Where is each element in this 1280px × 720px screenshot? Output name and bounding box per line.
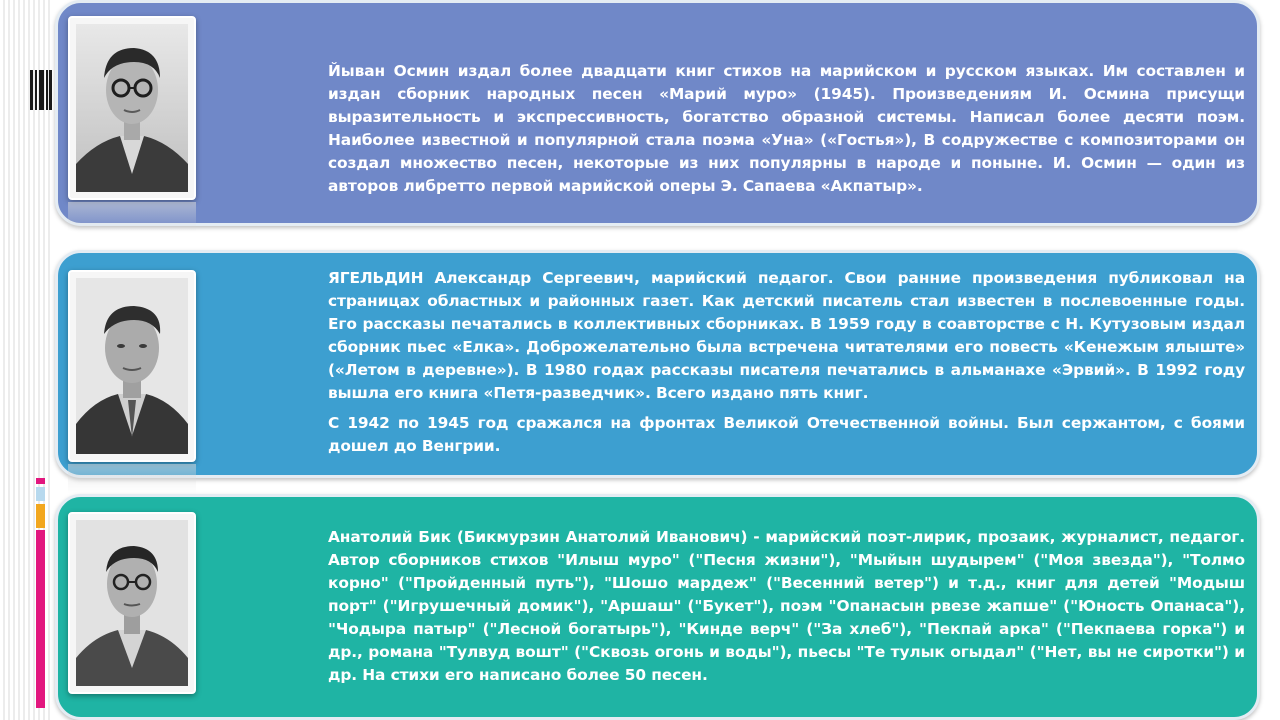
author-photo [68,16,196,200]
author-card-yageldin [55,250,1260,478]
portrait-man-icon [76,278,188,454]
card-paragraph: Анатолий Бик (Бикмурзин Анатолий Иванович) - марийский поэт-лирик, прозаик, журналист, педагог. Автор сборников стихов "Илыш муро" ("Песня жизни"), "Мыйын шудырем" ("Моя звезда"), "Толмо корно" ("Пройденный путь"), "Шошо мардеж" ("Весенний ветер") и т.д., книг для детей "Модыш порт" ("Игрушечный домик"), "Аршаш" ("Букет"), поэм "Опанасын рвезе жапше" ("Юность Опанаса"), "Чодыра патыр" ("Лесной богатырь"), "Кинде верч" ("За хлеб"), "Пекпай арка" ("Пекпаева горка") и др., романа "Тулвуд вошт" ("Сквозь огонь и воды"), пьесы "Те тулык огыдал" ("Нет, вы не сиротки") и др. На стихи его написано более 50 песен. [328,528,1245,684]
portrait-man-glasses-icon [76,24,188,192]
card-paragraph: ЯГЕЛЬДИН Александр Сергеевич, марийский педагог. Свои ранние произведения публиковал на страницах областных и районных газет. Как детский писатель стал известен в послевоенные годы. Его рассказы печатались в коллективных сборниках. В 1959 году в соавторстве с Н. Кутузовым издал сборник пьес «Елка». Доброжелательно была встречена читателями его повесть «Кенежым ялыште» («Летом в деревне»). В 1980 годах рассказы писателя печатались в альманахе «Эрвий». В 1992 году вышла его книга «Петя-разведчик». Всего издано пять книг. [328,269,1245,402]
author-photo [68,512,196,694]
author-card-bik [55,494,1260,720]
barcode-decoration [30,70,52,110]
card-paragraph: С 1942 по 1945 год сражался на фронтах Великой Отечественной войны. Был сержантом, с боями дошел до Венгрии. [328,414,1245,455]
author-photo [68,270,196,462]
accent-orange [36,504,45,528]
photo-reflection [68,464,196,494]
card-text [328,526,1245,694]
card-paragraph: Йыван Осмин издал более двадцати книг стихов на марийском и русском языках. Им составлен и издан сборник народных песен «Марий муро» (1945). Произведениям И. Осмина присущи выразительность и экспрессивность, богатство образной системы. Написал более десяти поэм. Наиболее известной и популярной стала поэма «Уна» («Гостья»), В содружестве с композиторами он создал множество песен, некоторые из них популярны в народе и поныне. И. Осмин — один из авторов либретто первой марийской оперы Э. Сапаева «Акпатыр». [328,62,1245,195]
portrait-man-glasses-icon [76,520,188,686]
accent-pink-bar [36,530,45,708]
card-text [328,60,1245,205]
author-card-osmin [55,0,1260,226]
accent-pink-top [36,478,45,484]
card-text [328,267,1245,465]
photo-reflection [68,202,196,232]
accent-lightblue [36,487,45,501]
